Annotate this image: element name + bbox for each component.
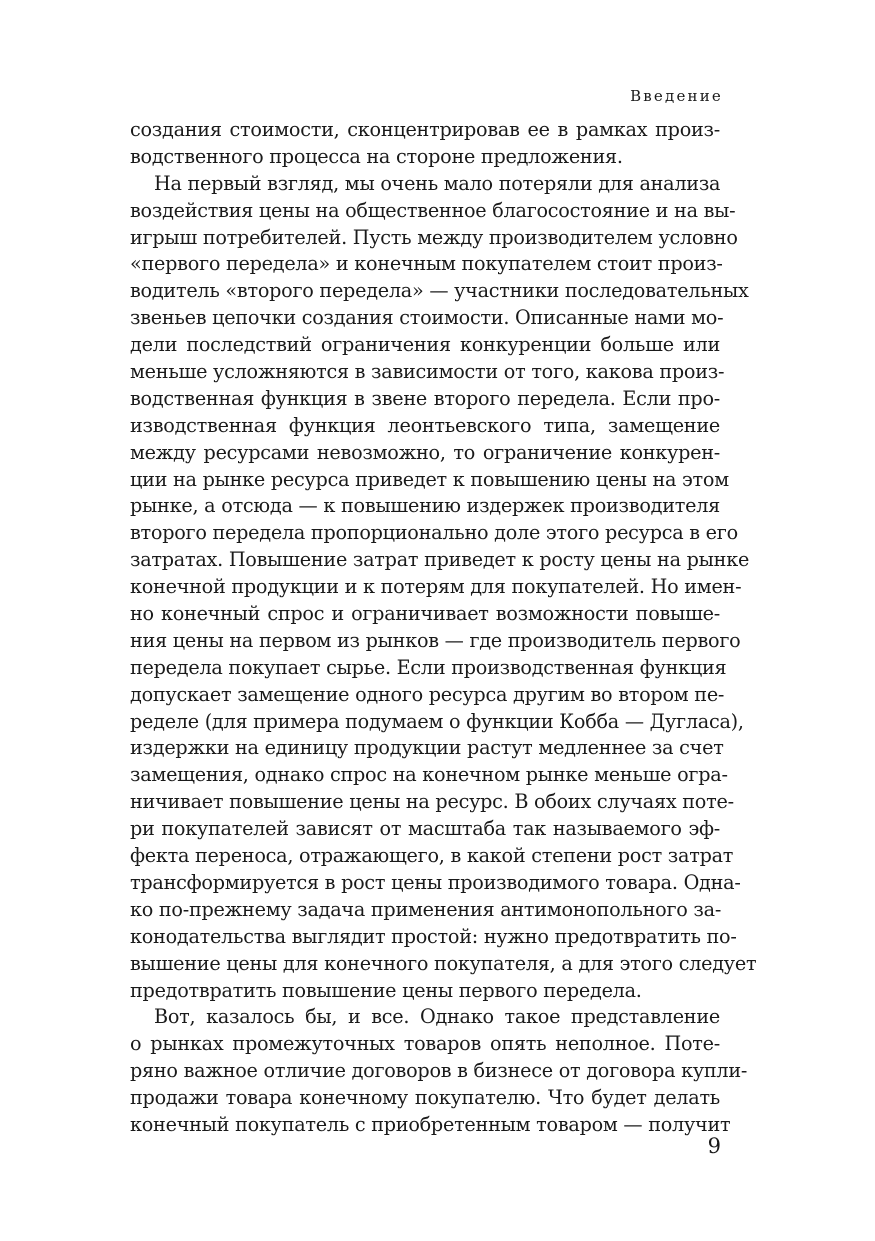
text-line: издержки на единицу продукции растут медленнее за счет xyxy=(130,736,724,760)
text-line: о рынках промежуточных товаров опять неполное. Поте- xyxy=(130,1032,720,1056)
page-number: 9 xyxy=(707,1134,721,1158)
text-line: водитель «второго передела» — участники последовательных xyxy=(130,279,749,303)
text-line: ряно важное отличие договоров в бизнесе от договора купли- xyxy=(130,1059,748,1083)
text-line: звеньев цепочки создания стоимости. Описанные нами мо- xyxy=(130,306,724,330)
text-line: ри покупателей зависят от масштаба так называемого эф- xyxy=(130,817,720,841)
text-line: допускает замещение одного ресурса другим во втором пе- xyxy=(130,682,725,706)
text-line: создания стоимости, сконцентрировав ее в рамках произ- xyxy=(130,118,720,141)
text-line: водственная функция в звене второго передела. Если про- xyxy=(130,386,720,410)
text-line: фекта переноса, отражающего, в какой степени рост затрат xyxy=(130,844,734,868)
text-line: замещения, однако спрос на конечном рынке меньше огра- xyxy=(130,763,728,787)
text-line: Вот, казалось бы, и все. Однако такое представление xyxy=(154,1005,720,1029)
text-line: предотвратить повышение цены первого передела. xyxy=(130,978,642,1002)
body-text xyxy=(130,117,757,1139)
text-line: водственного процесса на стороне предложения. xyxy=(130,144,623,168)
paragraph xyxy=(130,117,720,171)
text-line: передела покупает сырье. Если производственная функция xyxy=(130,655,727,679)
paragraph xyxy=(130,1004,748,1138)
text-line: воздействия цены на общественное благосостояние и на вы- xyxy=(130,198,736,222)
text-line: ния цены на первом из рынков — где производитель первого xyxy=(130,628,741,652)
text-line: «первого передела» и конечным покупателем стоит произ- xyxy=(130,252,723,276)
text-line: ко по-прежнему задача применения антимонопольного за- xyxy=(130,897,722,921)
text-line: конечной продукции и к потерям для покупателей. Но имен- xyxy=(130,575,742,599)
text-line: но конечный спрос и ограничивает возможности повыше- xyxy=(130,602,720,626)
text-line: затратах. Повышение затрат приведет к росту цены на рынке xyxy=(130,548,750,572)
text-line: меньше усложняются в зависимости от того, какова произ- xyxy=(130,360,725,384)
text-line: изводственная функция леонтьевского типа, замещение xyxy=(130,413,720,437)
text-line: трансформируется в рост цены производимого товара. Одна- xyxy=(130,870,741,894)
text-line: рынке, а отсюда — к повышению издержек производителя xyxy=(130,494,720,518)
text-line: ции на рынке ресурса приведет к повышению цены на этом xyxy=(130,467,729,491)
text-line: ределе (для примера подумаем о функции Кобба — Дугласа), xyxy=(130,709,744,733)
text-line: продажи товара конечному покупателю. Что будет делать xyxy=(130,1086,720,1110)
text-line: конечный покупатель с приобретенным товаром — получит xyxy=(130,1112,731,1136)
text-line: между ресурсами невозможно, то ограничение конкурен- xyxy=(130,440,720,464)
text-line: второго передела пропорционально доле этого ресурса в его xyxy=(130,521,738,545)
running-header: Введение xyxy=(630,87,723,105)
text-line: На первый взгляд, мы очень мало потеряли для анализа xyxy=(154,171,721,195)
text-line: вышение цены для конечного покупателя, а для этого следует xyxy=(130,951,757,975)
text-line: конодательства выглядит простой: нужно предотвратить по- xyxy=(130,924,737,948)
text-line: ничивает повышение цены на ресурс. В обоих случаях поте- xyxy=(130,790,734,814)
text-line: дели последствий ограничения конкуренции больше или xyxy=(130,333,720,357)
paragraph xyxy=(130,171,757,1005)
text-line: игрыш потребителей. Пусть между производителем условно xyxy=(130,225,738,249)
